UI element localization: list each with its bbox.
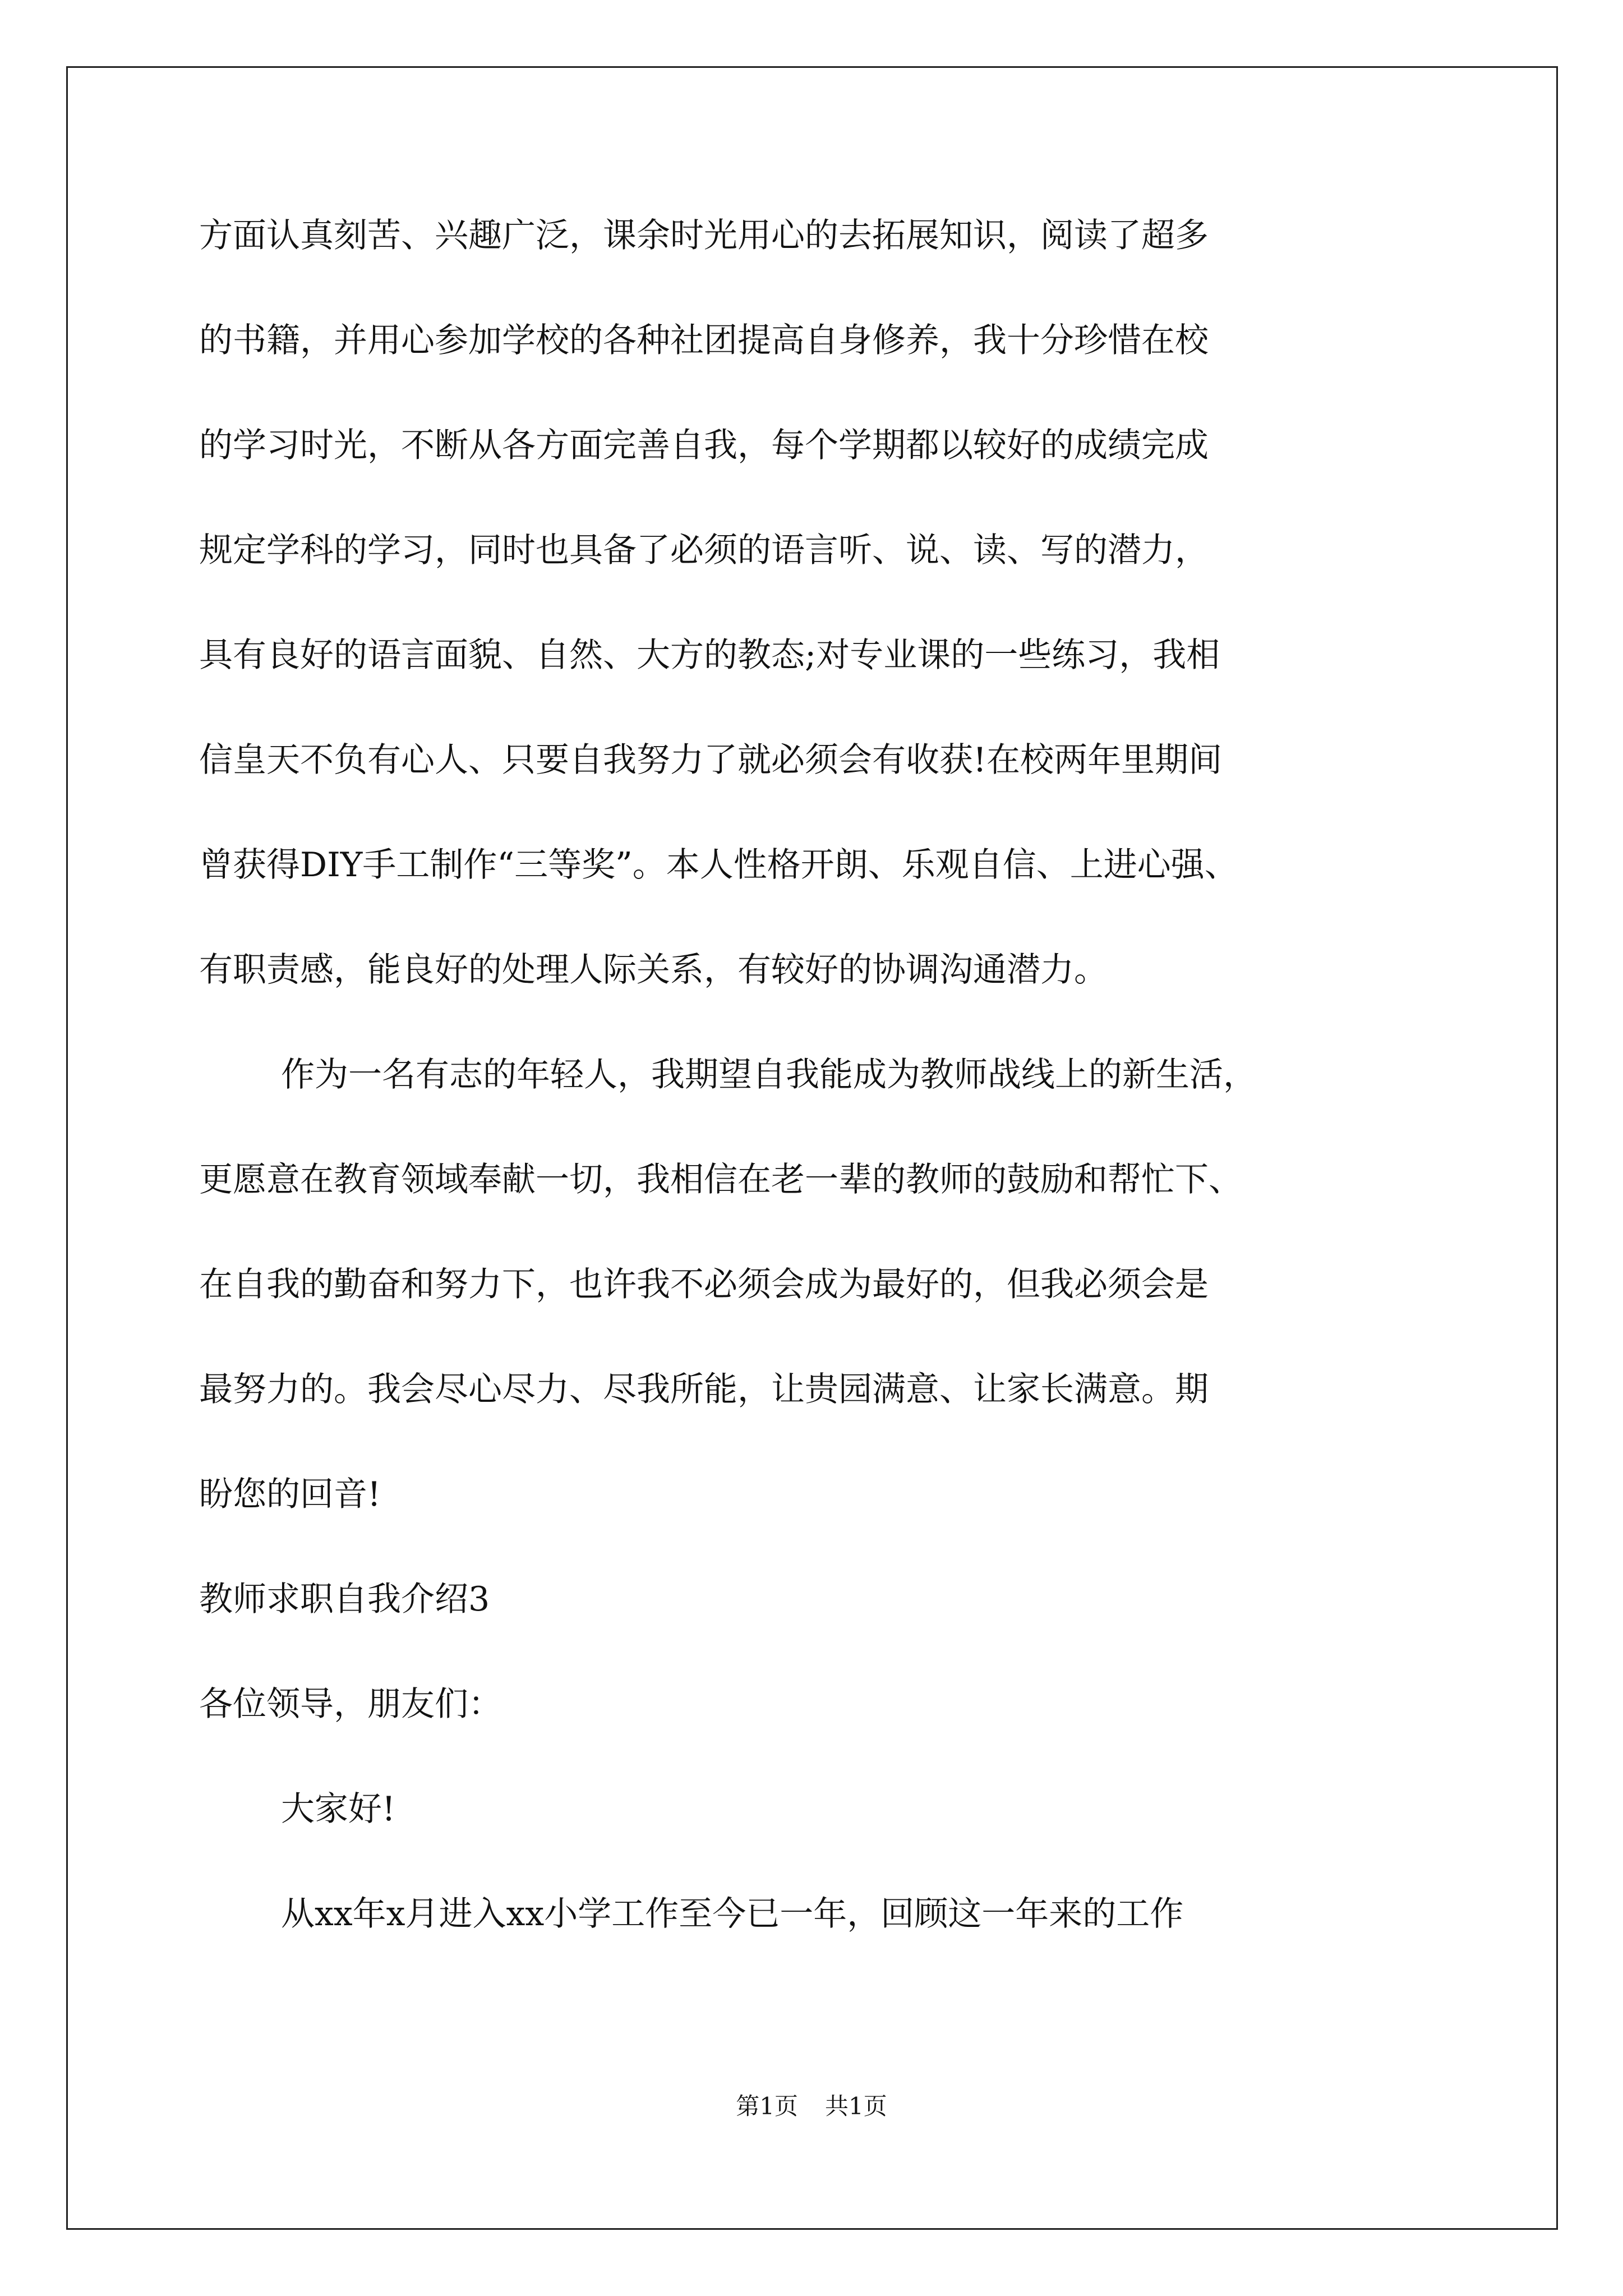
paragraph-line: 信皇天不负有心人、只要自我努力了就必须会有收获!在校两年里期间 — [199, 740, 1223, 780]
page-number: 第1页 — [736, 2092, 798, 2120]
paragraph-line: 有职责感，能良好的处理人际关系，有较好的协调沟通潜力。 — [199, 950, 1108, 990]
paragraph-line: 的书籍，并用心参加学校的各种社团提高自身修养，我十分珍惜在校 — [199, 321, 1209, 360]
paragraph-line: 规定学科的学习，同时也具备了必须的语言听、说、读、写的潜力， — [199, 531, 1209, 570]
greeting: 大家好! — [281, 1789, 396, 1829]
paragraph-line: 作为一名有志的年轻人，我期望自我能成为教师战线上的新生活， — [281, 1055, 1257, 1094]
paragraph-line: 曾获得DIY手工制作“三等奖”。本人性格开朗、乐观自信、上进心强、 — [199, 845, 1238, 885]
paragraph-line: 最努力的。我会尽心尽力、尽我所能，让贵园满意、让家长满意。期 — [199, 1370, 1209, 1409]
paragraph-line: 盼您的回音! — [199, 1475, 381, 1514]
paragraph-line: 具有良好的语言面貌、自然、大方的教态;对专业课的一些练习，我相 — [199, 636, 1220, 675]
page-total: 共1页 — [825, 2092, 887, 2120]
page-footer — [0, 2090, 1623, 2123]
salutation: 各位领导，朋友们： — [199, 1685, 502, 1724]
paragraph-line: 更愿意在教育领域奉献一切，我相信在老一辈的教师的鼓励和帮忙下、 — [199, 1160, 1242, 1199]
paragraph-line: 的学习时光，不断从各方面完善自我，每个学期都以较好的成绩完成 — [199, 426, 1209, 465]
paragraph-line: 方面认真刻苦、兴趣广泛，课余时光用心的去拓展知识，阅读了超多 — [199, 216, 1209, 255]
paragraph-line: 在自我的勤奋和努力下，也许我不必须会成为最好的，但我必须会是 — [199, 1265, 1209, 1304]
section-heading: 教师求职自我介绍3 — [199, 1580, 490, 1619]
paragraph-line: 从xx年x月进入xx小学工作至今已一年，回顾这一年来的工作 — [281, 1894, 1184, 1934]
